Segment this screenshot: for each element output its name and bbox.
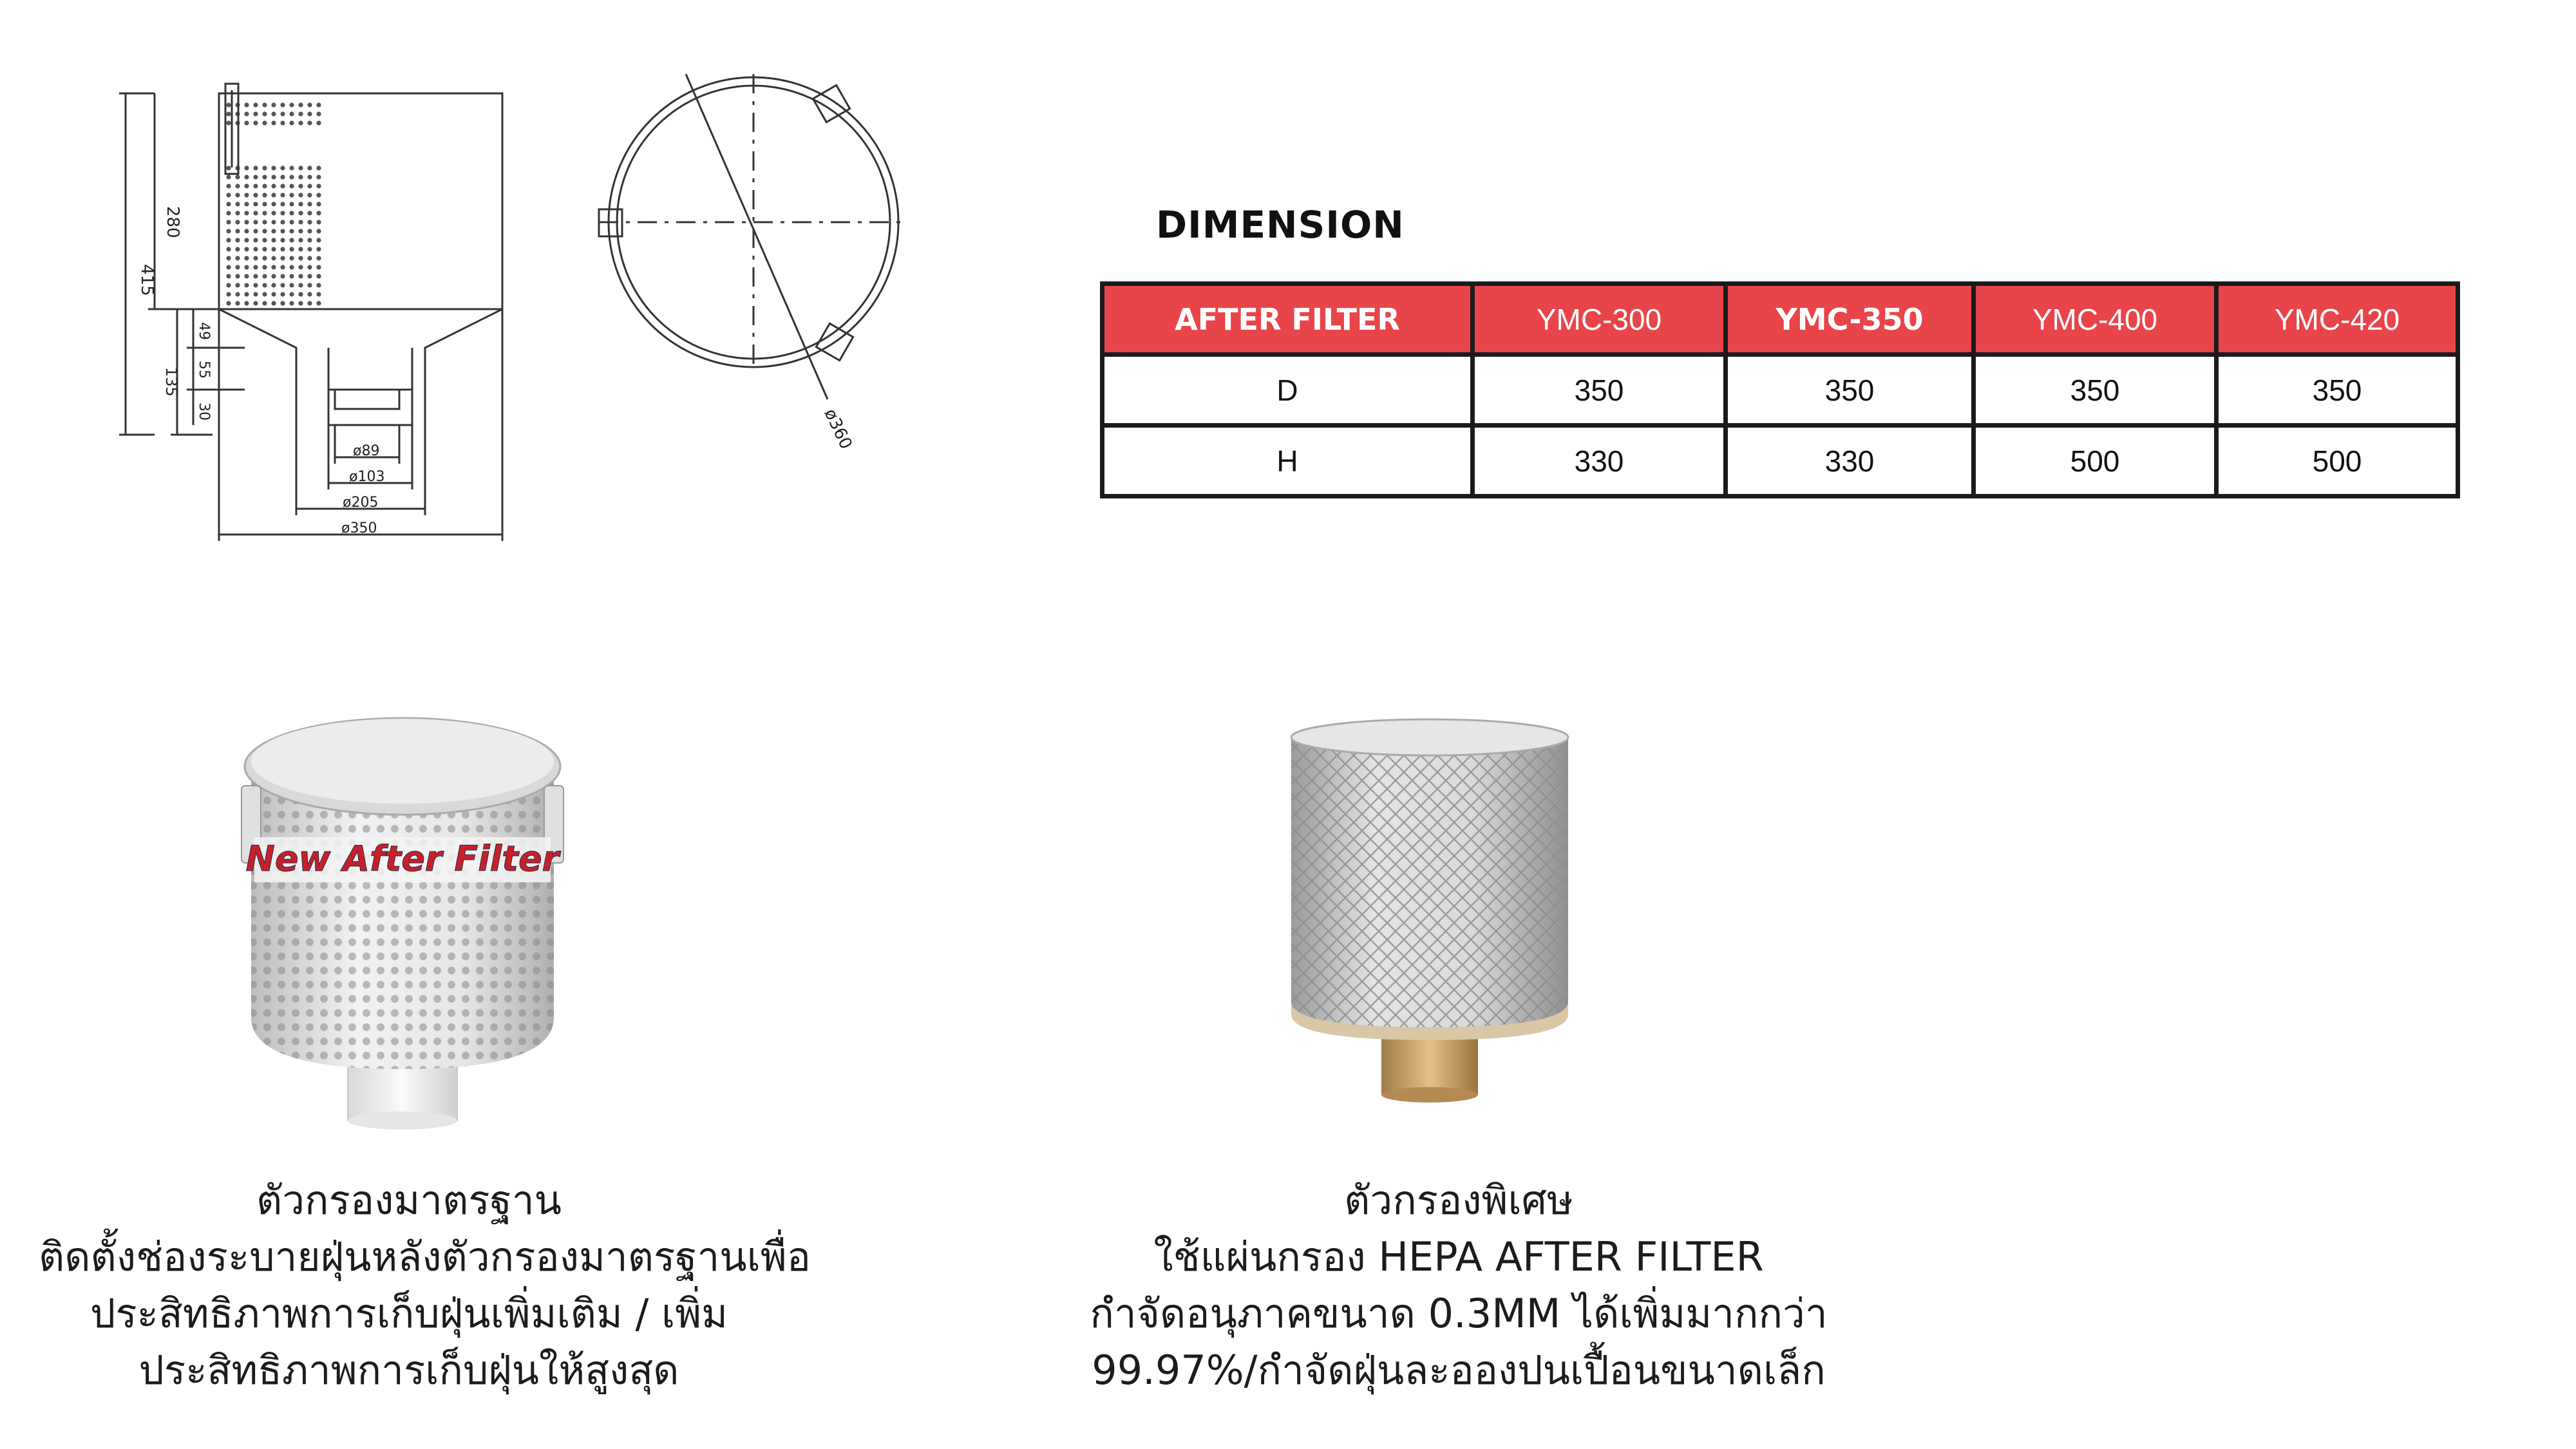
table-cell: 350 (1473, 355, 1726, 426)
dim-30-label: 30 (196, 402, 212, 421)
caption-line: ใช้แผ่นกรอง HEPA AFTER FILTER (1153, 1233, 1764, 1280)
table-cell: 350 (2217, 355, 2458, 426)
standard-filter-caption (39, 1172, 811, 1399)
dim-89-label: ø89 (353, 443, 380, 459)
column-header: YMC-400 (1974, 284, 2217, 355)
column-header: YMC-300 (1473, 284, 1726, 355)
dim-280-label: 280 (163, 206, 182, 238)
caption-line: 99.97%/กำจัดฝุ่นละอองปนเปื้อนขนาดเล็ก (1092, 1347, 1826, 1394)
dimension-table (1100, 281, 2460, 498)
hepa-filter-image (1278, 705, 1587, 1104)
dim-55-label: 55 (196, 361, 212, 379)
dim-49-label: 49 (196, 322, 212, 340)
table-cell: 500 (2217, 426, 2458, 497)
column-header: YMC-350 (1726, 284, 1974, 355)
dim-103-label: ø103 (349, 469, 385, 485)
side-view-drawing (116, 64, 567, 554)
dim-350-label: ø350 (341, 520, 377, 536)
table-cell: 350 (1726, 355, 1974, 426)
dimension-title: DIMENSION (1156, 203, 1405, 247)
dim-360-label: ø360 (820, 406, 856, 453)
column-header: AFTER FILTER (1103, 284, 1473, 355)
dim-135-label: 135 (162, 367, 180, 397)
product-logo-text: New After Filter (245, 838, 560, 879)
table-header-row (1103, 284, 2458, 355)
caption-line: ประสิทธิภาพการเก็บฝุ่นเพิ่มเติม / เพิ่ม (90, 1290, 728, 1337)
dim-205-label: ø205 (343, 495, 379, 511)
row-label: D (1103, 355, 1473, 426)
standard-filter-image (232, 708, 592, 1127)
table-cell: 330 (1726, 426, 1974, 497)
table-cell: 500 (1974, 426, 2217, 497)
table-cell: 330 (1473, 426, 1726, 497)
hepa-filter-caption (1088, 1172, 1829, 1399)
top-view-drawing (580, 64, 940, 453)
caption-line: ติดตั้งช่องระบายฝุ่นหลังตัวกรองมาตรฐานเพื่อ (39, 1233, 811, 1280)
table-row (1103, 355, 2458, 426)
caption-line: ตัวกรองพิเศษ (1344, 1177, 1573, 1224)
dim-415-label: 415 (137, 264, 156, 296)
caption-line: ประสิทธิภาพการเก็บฝุ่นให้สูงสุด (138, 1347, 679, 1394)
caption-line: ตัวกรองมาตรฐาน (256, 1177, 562, 1224)
table-row (1103, 426, 2458, 497)
table-cell: 350 (1974, 355, 2217, 426)
caption-line: กำจัดอนุภาคขนาด 0.3MM ได้เพิ่มมากกว่า (1090, 1290, 1828, 1337)
column-header: YMC-420 (2217, 284, 2458, 355)
row-label: H (1103, 426, 1473, 497)
